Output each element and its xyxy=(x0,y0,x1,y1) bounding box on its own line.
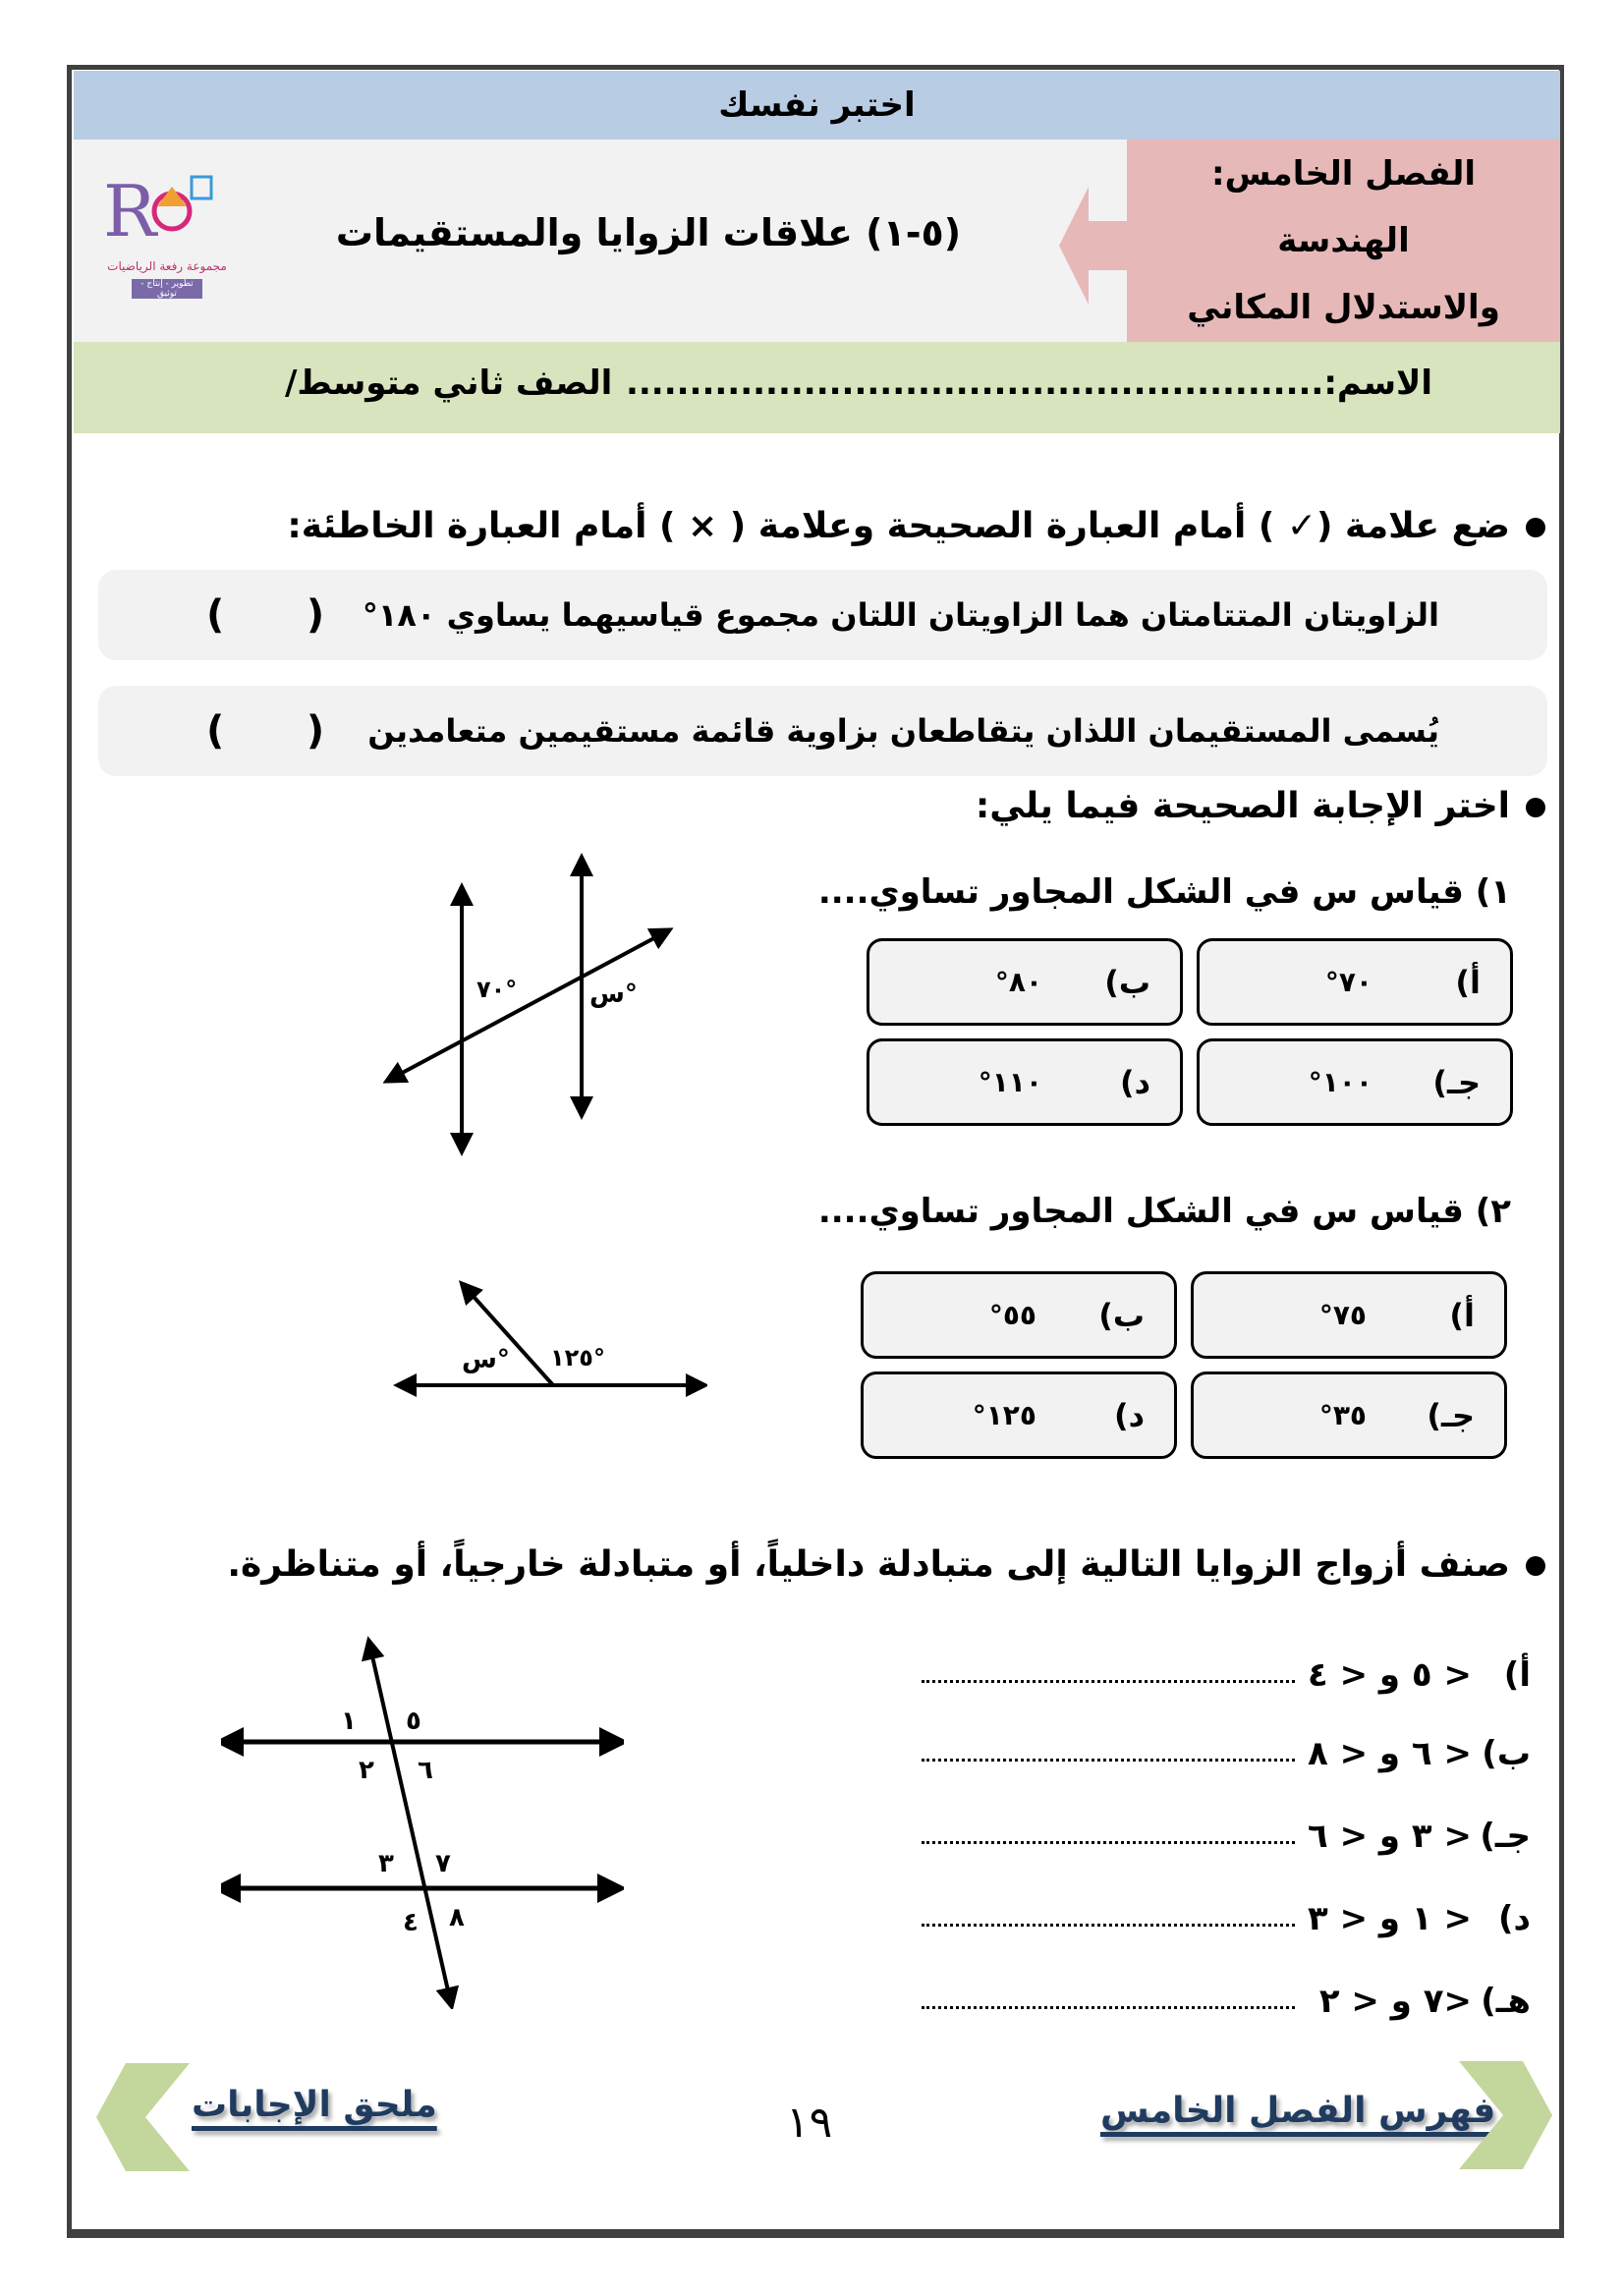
statement-row xyxy=(98,570,1547,660)
chapter-index-link[interactable]: فهرس الفصل الخامس xyxy=(1100,2091,1496,2131)
option-a[interactable]: أ) ٧٥° xyxy=(1191,1271,1507,1359)
angle-label: س° xyxy=(589,980,638,1009)
logo xyxy=(98,167,236,299)
page-number: ١٩ xyxy=(786,2098,833,2148)
name-field[interactable]: الاسم:....................................................... xyxy=(625,364,1432,403)
angle-label: ٢ xyxy=(359,1756,374,1785)
svg-text:R: R xyxy=(103,170,157,252)
classification-list xyxy=(882,1616,1531,2021)
list-item: أ) < ٥ و < ٤ xyxy=(882,1616,1531,1695)
figure-two-parallels-transversal xyxy=(221,1636,624,2009)
arrow-left-icon xyxy=(1059,187,1128,305)
option-c[interactable]: جـ) ٣٥° xyxy=(1191,1371,1507,1459)
angle-label: ٨ xyxy=(449,1903,465,1932)
statement-row xyxy=(98,686,1547,776)
question-2: ٢) قياس س في الشكل المجاور تساوي.... xyxy=(817,1192,1511,1231)
header-title: اختبر نفسك xyxy=(718,85,916,125)
list-item: ب) < ٦ و < ٨ xyxy=(882,1695,1531,1773)
option-d[interactable]: د) ١١٠° xyxy=(867,1038,1183,1126)
lesson-title: (٥-١) علاقات الزوايا والمستقيمات xyxy=(335,211,962,254)
answer-line[interactable] xyxy=(922,1924,1295,1927)
header-title-band xyxy=(74,71,1560,140)
figure-parallel-lines-transversal xyxy=(383,845,678,1159)
question-1: ١) قياس س في الشكل المجاور تساوي.... xyxy=(817,872,1511,912)
chapter-line: والاستدلال المكاني xyxy=(1187,288,1500,327)
option-d[interactable]: د) ١٢٥° xyxy=(861,1371,1177,1459)
section1-instruction: ضع علامة (✓ ) أمام العبارة الصحيحة وعلامة ( × ) أمام العبارة الخاطئة: xyxy=(287,506,1545,546)
logo-text: مجموعة رفعة الرياضيات xyxy=(107,259,227,273)
figure-linear-pair xyxy=(393,1277,707,1405)
angle-label: ١٢٥° xyxy=(550,1344,605,1371)
option-b[interactable]: ب) ٥٥° xyxy=(861,1271,1177,1359)
statement-text: يُسمى المستقيمان اللذان يتقاطعان بزاوية قائمة مستقيمين متعامدين xyxy=(367,712,1439,750)
answer-line[interactable] xyxy=(922,1680,1295,1683)
option-b[interactable]: ب) ٨٠° xyxy=(867,938,1183,1026)
angle-label: ٦ xyxy=(418,1756,433,1785)
answer-blank[interactable]: ( ) xyxy=(206,708,325,754)
angle-label: ٣ xyxy=(378,1849,394,1878)
option-c[interactable]: جـ) ١٠٠° xyxy=(1197,1038,1513,1126)
chapter-line: الهندسة xyxy=(1277,221,1410,260)
logo-icon xyxy=(98,167,236,255)
answer-blank[interactable]: ( ) xyxy=(206,592,325,638)
list-item: جـ) < ٣ و < ٦ xyxy=(882,1773,1531,1856)
answer-line[interactable] xyxy=(922,2006,1295,2009)
angle-label: ٤ xyxy=(403,1908,419,1937)
answer-line[interactable] xyxy=(922,1841,1295,1844)
bullet-icon xyxy=(1526,518,1545,537)
list-item: د) < ١ و < ٣ xyxy=(882,1856,1531,1938)
bullet-icon xyxy=(1526,1556,1545,1576)
angle-label: ١ xyxy=(341,1707,357,1736)
grade-label: الصف ثاني متوسط/ xyxy=(285,364,613,403)
answers-appendix-link[interactable]: ملحق الإجابات xyxy=(192,2085,437,2125)
chapter-box xyxy=(1127,140,1560,342)
logo-tagline: تطوير - إنتاج - توثيق xyxy=(132,279,202,299)
student-info-band xyxy=(74,342,1560,433)
answer-line[interactable] xyxy=(922,1759,1295,1762)
chapter-line: الفصل الخامس: xyxy=(1211,154,1476,194)
section3-instruction: صنف أزواج الزوايا التالية إلى متبادلة داخلياً، أو متبادلة خارجياً، أو متناظرة. xyxy=(227,1544,1545,1585)
statement-text: الزاويتان المتتامتان هما الزاويتان اللتان مجموع قياسيهما يساوي ١٨٠° xyxy=(362,596,1439,634)
option-a[interactable]: أ) ٧٠° xyxy=(1197,938,1513,1026)
chevron-right-icon[interactable] xyxy=(1454,2061,1552,2169)
bullet-icon xyxy=(1526,798,1545,817)
list-item: هـ) <٧ و < ٢ xyxy=(882,1938,1531,2021)
angle-label: س° xyxy=(462,1345,510,1374)
angle-label: ٧ xyxy=(435,1849,451,1878)
chevron-left-icon[interactable] xyxy=(96,2063,195,2171)
angle-label: ٧٠° xyxy=(476,976,518,1003)
section2-instruction: اختر الإجابة الصحيحة فيما يلي: xyxy=(976,786,1545,826)
angle-label: ٥ xyxy=(406,1707,421,1736)
